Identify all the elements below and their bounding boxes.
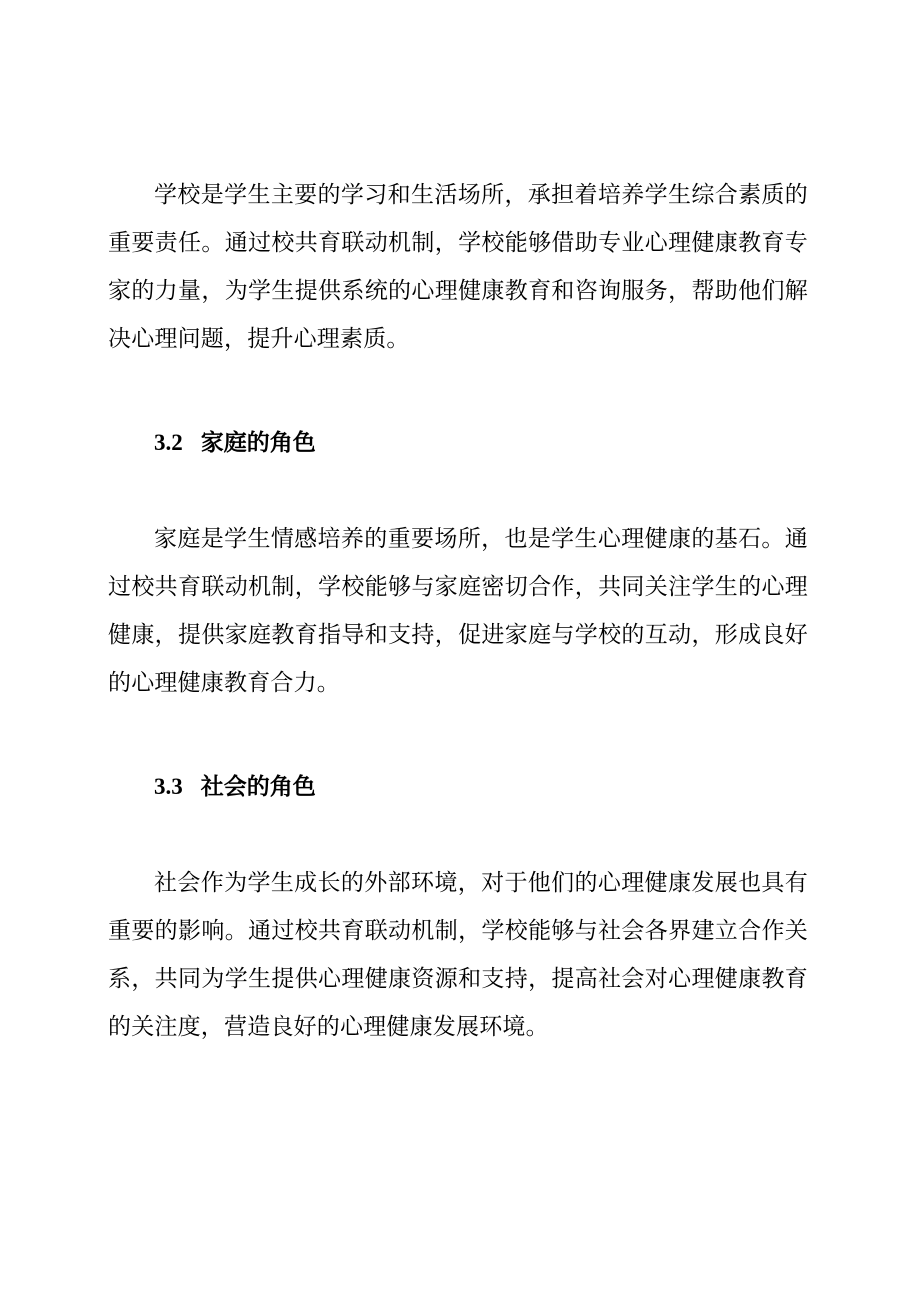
section-title: 社会的角色 xyxy=(200,773,316,800)
section-title: 家庭的角色 xyxy=(200,429,316,456)
section-number: 3.3 xyxy=(154,774,183,799)
paragraph-school-role: 学校是学生主要的学习和生活场所，承担着培养学生综合素质的重要责任。通过校共育联动机制，学校能够借助专业心理健康教育专家的力量，为学生提供系统的心理健康教育和咨询服务，帮助他们解决心理问题，提升心理素质。 xyxy=(108,182,808,352)
section-heading-3-3 xyxy=(154,772,316,802)
paragraph-society-role: 社会作为学生成长的外部环境，对于他们的心理健康发展也具有重要的影响。通过校共育联动机制，学校能够与社会各界建立合作关系，共同为学生提供心理健康资源和支持，提高社会对心理健康教育的关注度，营造良好的心理健康发展环境。 xyxy=(108,870,808,1040)
section-heading-3-2 xyxy=(154,428,316,458)
section-number: 3.2 xyxy=(154,430,183,455)
paragraph-family-role: 家庭是学生情感培养的重要场所，也是学生心理健康的基石。通过校共育联动机制，学校能够与家庭密切合作，共同关注学生的心理健康，提供家庭教育指导和支持，促进家庭与学校的互动，形成良好的心理健康教育合力。 xyxy=(108,526,808,696)
